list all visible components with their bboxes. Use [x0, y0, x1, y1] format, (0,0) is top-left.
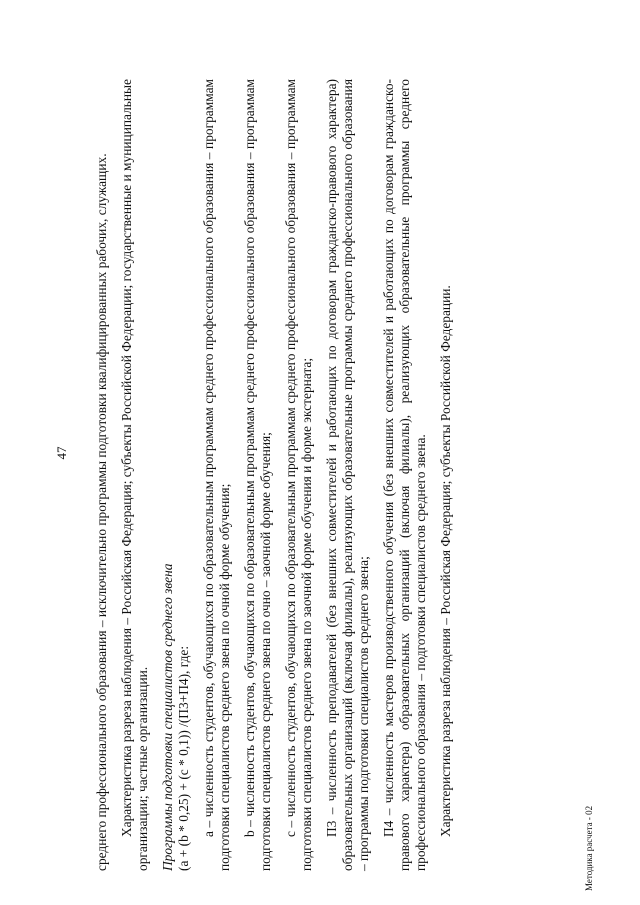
page-number: 47 — [54, 446, 69, 459]
definition-p3: П3 – численность преподавателей (без внешних совместителей и работающих по договорам гражданско-правового характера) образовательных организаций (включая филиалы), реализующих образовательные программы среднего профессионального образования – программы подготовки специалистов среднего звена; — [324, 78, 371, 871]
formula-title: Программы подготовки специалистов среднего звена — [160, 563, 175, 871]
definition-p4: П4 – численность мастеров производственного обучения (без внешних совместителей и работающих по договорам гражданско-правового характера) образовательных организаций (включая филиалы), реализующих образовательные программы среднего профессионального образования – подготовки специалистов среднего звена. — [381, 78, 428, 871]
paragraph-continuation: среднего профессионального образования – исключительно программы подготовки квалифицированных рабочих, служащих. — [94, 152, 109, 871]
definition-b: b – численность студентов, обучающихся по образовательным программам среднего профессионального образования – программам подготовки специалистов среднего звена по очно – заочной форме обучения; — [242, 78, 273, 871]
paragraph-observation-section-2: Характеристика разреза наблюдения – Российская Федерация; субъекты Российской Федерации. — [438, 284, 453, 837]
formula-expression: (a + (b * 0,25) + (c * 0,1)) /(П3+П4), где: — [176, 645, 191, 871]
rotated-document-page — [40, 13, 600, 893]
document-body — [94, 79, 463, 871]
formula-block — [160, 79, 192, 871]
footer-label: Методика расчета - 02 — [584, 805, 594, 891]
paragraph-observation-section: Характеристика разреза наблюдения – Российская Федерация; субъекты Российской Федерации; государственные и муниципальные организации; частные организации. — [119, 78, 150, 871]
definition-a: a – численность студентов, обучающихся по образовательным программам среднего профессионального образования – программам подготовки специалистов среднего звена по очной форме обучения; — [201, 78, 232, 871]
definition-c: c – численность студентов, обучающихся по образовательным программам среднего профессионального образования – программам подготовки специалистов среднего звена по заочной форме обучения и форме экстерната; — [283, 78, 314, 871]
